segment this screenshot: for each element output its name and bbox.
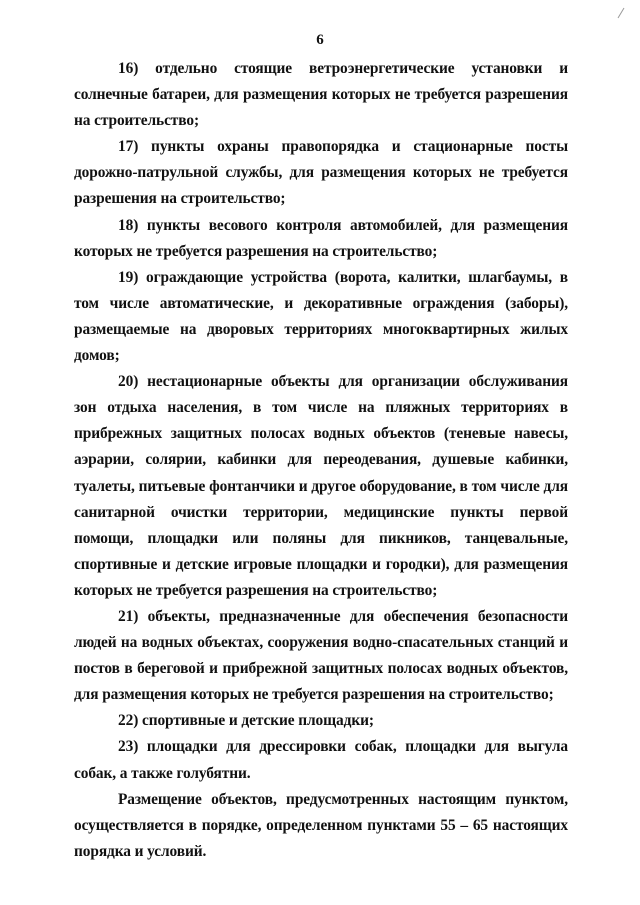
paragraph-item-23: 23) площадки для дрессировки собак, площадки для выгула собак, а также голубятни. [74, 738, 568, 782]
paragraph-item-20: 20) нестационарные объекты для организации обслуживания зон отдыха населения, в том числе на пляжных территориях в прибрежных защитных полосах водных объектов (теневые навесы, аэрарии, солярии, кабинки для переодевания, душевые кабинки, туалеты, питьевые фонтанчики и другое оборудование, в том числе для санитарной очистки территории, медицинские пункты первой помощи, площадки или поляны для пикников, танцевальные, спортивные и детские игровые площадки и городки), для размещения которых не требуется разрешения на строительство; [74, 373, 568, 599]
scan-mark [616, 6, 626, 20]
paragraph-item-18: 18) пункты весового контроля автомобилей, для размещения которых не требуется разрешения на строительство; [74, 216, 568, 260]
document-body [74, 56, 568, 865]
paragraph-item-19: 19) ограждающие устройства (ворота, калитки, шлагбаумы, в том числе автоматические, и декоративные ограждения (заборы), размещаемые на дворовых территориях многоквартирных жилых домов; [74, 268, 568, 365]
page-number: 6 [316, 32, 324, 48]
paragraph-item-16: 16) отдельно стоящие ветроэнергетические установки и солнечные батареи, для размещения которых не требуется разрешения на строительство; [74, 60, 568, 130]
paragraph-conclusion: Размещение объектов, предусмотренных настоящим пунктом, осуществляется в порядке, определенном пунктами 55 – 65 настоящих порядка и условий. [74, 790, 568, 860]
paragraph-item-22: 22) спортивные и детские площадки; [118, 712, 374, 730]
paragraph-item-17: 17) пункты охраны правопорядка и стационарные посты дорожно-патрульной службы, для размещения которых не требуется разрешения на строительство; [74, 138, 568, 208]
paragraph-item-21: 21) объекты, предназначенные для обеспечения безопасности людей на водных объектах, сооружения водно-спасательных станций и постов в береговой и прибрежной защитных полосах водных объектов, для размещения которых не требуется разрешения на строительство; [74, 607, 568, 704]
